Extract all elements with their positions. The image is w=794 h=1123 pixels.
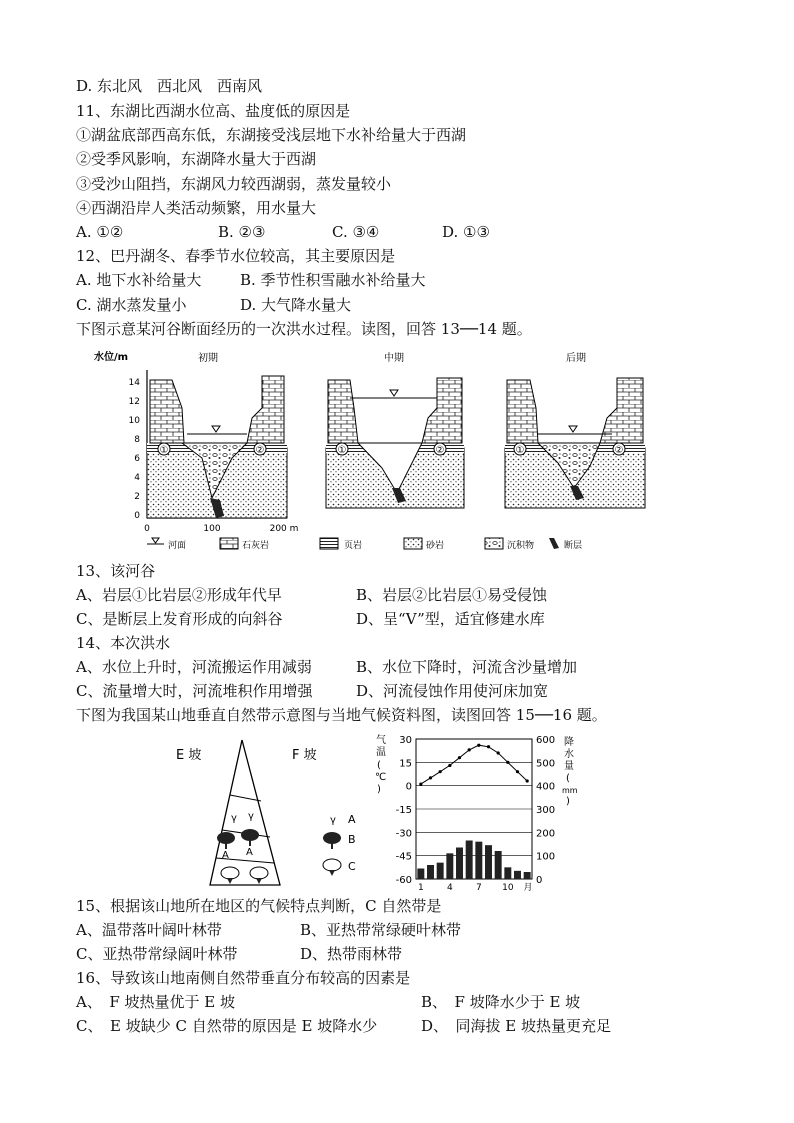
q16-option-a: A、 F 坡热量优于 E 坡	[76, 993, 235, 1011]
precip-bar	[514, 871, 521, 879]
temp-axis-label	[375, 734, 386, 795]
temp-point	[468, 748, 471, 751]
q12-option-b: B. 季节性积雪融水补给量大	[240, 271, 426, 289]
slope-e-label: E 坡	[176, 748, 202, 763]
q14-option-d: D、河流侵蚀作用使河床加宽	[356, 682, 549, 700]
precip-bar	[495, 851, 502, 879]
y-tick: 14	[128, 378, 140, 388]
legend-b-tree-icon	[323, 832, 341, 844]
month-tick: 7	[475, 883, 482, 893]
q13-option-c: C、是断层上发育形成的向斜谷	[76, 610, 283, 628]
month-tick: 10	[502, 883, 514, 893]
layer-label-1: ①	[337, 445, 347, 456]
precip-label-char: 水	[564, 749, 574, 760]
temp-tick: 0	[405, 781, 412, 793]
y-tick: 6	[134, 454, 140, 464]
temp-point	[477, 744, 480, 747]
precip-bars	[417, 841, 530, 880]
legend-shale: 页岩	[344, 541, 363, 551]
q15-stem: 15、根据该山地所在地区的气候特点判断，C 自然带是	[76, 897, 442, 915]
precip-axis-label	[562, 735, 578, 807]
precip-bar	[504, 867, 511, 879]
q11-option-b: B. ②③	[218, 223, 266, 241]
temperature-points	[419, 744, 529, 786]
temp-point	[506, 761, 509, 764]
q15-option-d: D、热带雨林带	[300, 945, 403, 963]
panel-title: 初期	[198, 353, 218, 364]
gamma-symbol: γ	[330, 815, 336, 826]
legend-b: B	[348, 833, 356, 846]
temp-label-char: (	[377, 760, 381, 771]
q11-item-3: ③受沙山阻挡，东湖风力较西湖弱，蒸发量较小	[76, 175, 392, 193]
y-tick: 4	[134, 473, 140, 483]
y-tick: 0	[134, 511, 140, 521]
temp-tick: -15	[395, 805, 412, 816]
q11-item-1: ①湖盆底部西高东低，东湖接受浅层地下水补给量大于西湖	[76, 126, 467, 144]
month-tick: 4	[446, 883, 453, 893]
month-ticks	[418, 882, 533, 893]
q11-option-d: D. ①③	[442, 223, 490, 241]
q11-stem: 11、东湖比西湖水位高、盐度低的原因是	[76, 102, 351, 120]
y-tick: 8	[134, 435, 140, 445]
q15-option-a: A、温带落叶阔叶林带	[76, 921, 222, 939]
zone-a-mark: A	[246, 847, 253, 858]
q13-option-b: B、岩层②比岩层①易受侵蚀	[356, 586, 548, 604]
month-tick: 1	[417, 883, 424, 893]
x-tick: 100	[203, 524, 221, 534]
legend-limestone: 石灰岩	[242, 541, 270, 551]
q11-option-c: C. ③④	[332, 223, 380, 241]
precip-tick: 0	[536, 875, 543, 886]
legend-sediment: 沉积物	[507, 541, 535, 551]
layer-label-1: ①	[515, 445, 525, 456]
panel-title: 中期	[384, 353, 404, 364]
q14-option-c: C、流量增大时，河流堆积作用增强	[76, 682, 313, 700]
layer-label-2: ②	[435, 445, 445, 456]
precip-tick: 300	[536, 805, 556, 816]
q10-option-d: D. 东北风 西北风 西南风	[76, 77, 263, 95]
temp-label-char: 气	[376, 735, 386, 746]
q12-option-a: A. 地下水补给量大	[76, 271, 202, 289]
precip-tick: 400	[536, 781, 556, 793]
precip-bar	[466, 841, 473, 880]
legend-c: C	[348, 860, 356, 873]
climate-chart	[368, 731, 588, 893]
gamma-symbol: γ	[248, 811, 254, 822]
temp-tick: -60	[395, 875, 412, 886]
temp-label-char: )	[377, 784, 381, 795]
temp-point	[487, 745, 490, 748]
precip-label-char: 量	[564, 761, 574, 772]
legend-c-tree-icon	[323, 859, 341, 871]
legend-river: 河面	[168, 541, 187, 551]
zone-a-mark: A	[222, 850, 229, 861]
temp-point	[419, 783, 422, 786]
precip-label-char: 降	[564, 737, 574, 748]
q12-option-c: C. 湖水蒸发量小	[76, 296, 187, 314]
q12-option-d: D. 大气降水量大	[240, 296, 352, 314]
temp-label-char: ℃	[375, 772, 387, 783]
precip-bar	[446, 853, 453, 879]
temperature-line	[421, 745, 527, 784]
q13-stem: 13、该河谷	[76, 562, 156, 580]
precip-bar	[475, 842, 482, 879]
temp-tick: 15	[399, 758, 412, 770]
q16-option-b: B、 F 坡降水少于 E 坡	[421, 993, 581, 1011]
q11-option-a: A. ①②	[76, 223, 124, 241]
precip-tick: 100	[536, 851, 556, 863]
river-valley-figure	[92, 348, 662, 560]
intro-15-16: 下图为我国某山地垂直自然带示意图与当地气候资料图，读图回答 15──16 题。	[76, 706, 607, 724]
precip-bar	[427, 865, 434, 879]
precip-bar	[524, 872, 531, 879]
x-tick: 0	[144, 524, 150, 534]
temp-point	[448, 764, 451, 767]
temp-tick: -45	[395, 851, 412, 863]
temp-point	[516, 770, 519, 773]
legend-fault: 断层	[564, 541, 583, 551]
y-axis-label: 水位/m	[94, 352, 129, 363]
q14-option-b: B、水位下降时，河流含沙量增加	[356, 658, 578, 676]
temp-point	[526, 779, 529, 782]
y-ticks	[129, 378, 141, 521]
precip-bar	[485, 845, 492, 879]
precip-tick: 500	[536, 758, 556, 770]
layer-label-1: ①	[159, 445, 169, 456]
q16-stem: 16、导致该山地南侧自然带垂直分布较高的因素是	[76, 969, 411, 987]
panel-middle	[326, 351, 464, 508]
layer-label-2: ②	[255, 445, 265, 456]
slope-f-label: F 坡	[292, 748, 317, 763]
panel-early	[147, 351, 287, 518]
month-tick: 月	[523, 883, 533, 893]
temp-point	[429, 776, 432, 779]
q14-stem: 14、本次洪水	[76, 634, 171, 652]
q16-option-d: D、 同海拔 E 坡热量更充足	[421, 1017, 612, 1035]
q13-option-d: D、呈“V”型，适宜修建水库	[356, 610, 545, 628]
intro-13-14: 下图示意某河谷断面经历的一次洪水过程。读图，回答 13──14 题。	[76, 320, 532, 338]
temp-point	[439, 770, 442, 773]
layer-label-2: ②	[614, 445, 624, 456]
y-tick: 12	[128, 397, 140, 407]
legend	[147, 538, 582, 551]
temp-tick: -30	[395, 828, 412, 840]
precip-tick: 200	[536, 828, 556, 840]
legend-a: A	[348, 813, 356, 826]
precip-label-char: (	[566, 773, 570, 784]
temp-point	[497, 751, 500, 754]
temp-label-char: 温	[376, 747, 386, 758]
precip-bar	[456, 848, 463, 880]
precip-bar	[437, 863, 444, 879]
temp-point	[458, 756, 461, 759]
q11-item-4: ④西湖沿岸人类活动频繁，用水量大	[76, 199, 317, 217]
precip-ticks	[536, 735, 555, 886]
q15-option-b: B、亚热带常绿硬叶林带	[300, 921, 462, 939]
panel-late	[505, 351, 645, 508]
precip-label-char: mm	[562, 786, 578, 795]
q11-item-2: ②受季风影响，东湖降水量大于西湖	[76, 150, 317, 168]
legend-sandstone: 砂岩	[426, 541, 445, 551]
mountain-zone-figure	[170, 735, 380, 895]
q14-option-a: A、水位上升时，河流搬运作用减弱	[76, 658, 312, 676]
x-tick: 200 m	[269, 524, 299, 534]
gamma-symbol: γ	[231, 813, 237, 824]
temp-ticks	[396, 735, 412, 886]
q15-option-c: C、亚热带常绿阔叶林带	[76, 945, 238, 963]
q16-option-c: C、 E 坡缺少 C 自然带的原因是 E 坡降水少	[76, 1017, 378, 1035]
q12-stem: 12、巴丹湖冬、春季节水位较高，其主要原因是	[76, 247, 396, 265]
panel-title: 后期	[566, 353, 586, 364]
q13-option-a: A、岩层①比岩层②形成年代早	[76, 586, 282, 604]
precip-bar	[417, 869, 424, 880]
precip-tick: 600	[536, 735, 556, 746]
y-tick: 2	[134, 492, 140, 502]
precip-label-char: )	[566, 796, 570, 807]
y-tick: 10	[128, 416, 140, 426]
temp-tick: 30	[399, 735, 412, 746]
